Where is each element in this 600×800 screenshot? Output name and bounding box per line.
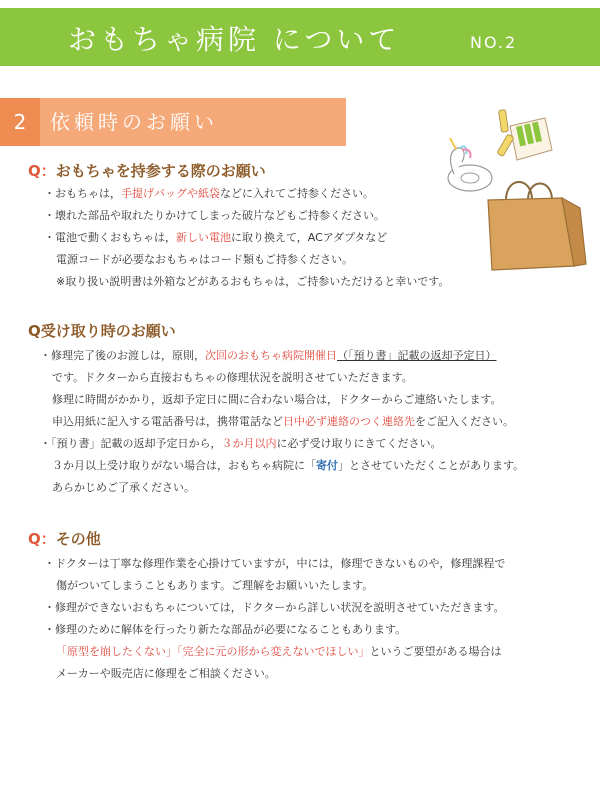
- page-number: NO.2: [470, 33, 518, 52]
- text-line: 電源コードが必要なおもちゃはコード類もご持参ください。: [56, 253, 353, 266]
- question-heading: [28, 320, 176, 341]
- page-title: おもちゃ病院 について: [68, 23, 401, 56]
- text-line: ・壊れた部品や取れたりかけてしまった破片などもご持参ください。: [44, 209, 385, 222]
- text-line: ・「預り書」記載の返却予定日から，３か月以内に必ず受け取りにきてください。: [40, 437, 442, 450]
- text-line: ・修理のために解体を行ったり新たな部品が必要になることもあります。: [44, 623, 407, 636]
- question-prefix: Q：: [28, 162, 56, 180]
- text-line: ・ドクターは丁寧な修理作業を心掛けていますが，中には，修理できないものや，修理課程で: [44, 557, 506, 570]
- text-line: メーカーや販売店に修理をご相談ください。: [56, 667, 276, 680]
- text-line: ・おもちゃは，手提げバッグや紙袋などに入れてご持参ください。: [44, 187, 374, 200]
- text-line: ※取り扱い説明書は外箱などがあるおもちゃは，ご持参いただけると幸いです。: [56, 275, 450, 288]
- paper-bag-icon: [488, 182, 586, 270]
- question-heading: [28, 528, 101, 549]
- text-line: ・修理完了後のお渡しは，原則，次回のおもちゃ病院開催日（「預り書」記載の返却予定日）: [40, 349, 497, 362]
- question-title: 受け取り時のお願い: [40, 322, 176, 340]
- question-title: おもちゃを持参する際のお願い: [55, 162, 266, 180]
- section-heading: [0, 98, 346, 146]
- question-heading: [28, 160, 266, 181]
- text-line: ・電池で動くおもちゃは，新しい電池に取り換えて，ACアダプタなど: [44, 231, 388, 244]
- text-line: ・修理ができないおもちゃについては，ドクターから詳しい状況を説明させていただきます。: [44, 601, 505, 614]
- question-title: その他: [55, 530, 101, 548]
- text-line: 修理に時間がかかり，返却予定日に間に合わない場合は，ドクターからご連絡いたします。: [52, 393, 502, 406]
- text-line: 「原型を崩したくない」「完全に元の形から変えないでほしい」というご要望がある場合は: [56, 645, 502, 658]
- question-prefix: Q：: [28, 530, 56, 548]
- unicorn-float-icon: [448, 138, 492, 191]
- battery-box-icon: [497, 110, 552, 160]
- text-line: ３か月以上受け取りがない場合は，おもちゃ病院に「寄付」とさせていただくことがあります。: [52, 459, 525, 472]
- section-number: 2: [0, 98, 40, 146]
- text-line: 申込用紙に記入する電話番号は，携帯電話など日中必ず連絡のつく連絡先をご記入ください。: [52, 415, 514, 428]
- text-line: です。ドクターから直接おもちゃの修理状況を説明させていただきます。: [52, 371, 413, 384]
- page-header: [0, 8, 600, 66]
- text-line: あらかじめご了承ください。: [52, 481, 195, 494]
- toy-bag-illustration: [440, 104, 590, 274]
- text-line: 傷がついてしまうこともあります。ご理解をお願いいたします。: [56, 579, 374, 592]
- section-title: 依頼時のお願い: [50, 110, 218, 134]
- question-prefix: Q: [28, 322, 41, 340]
